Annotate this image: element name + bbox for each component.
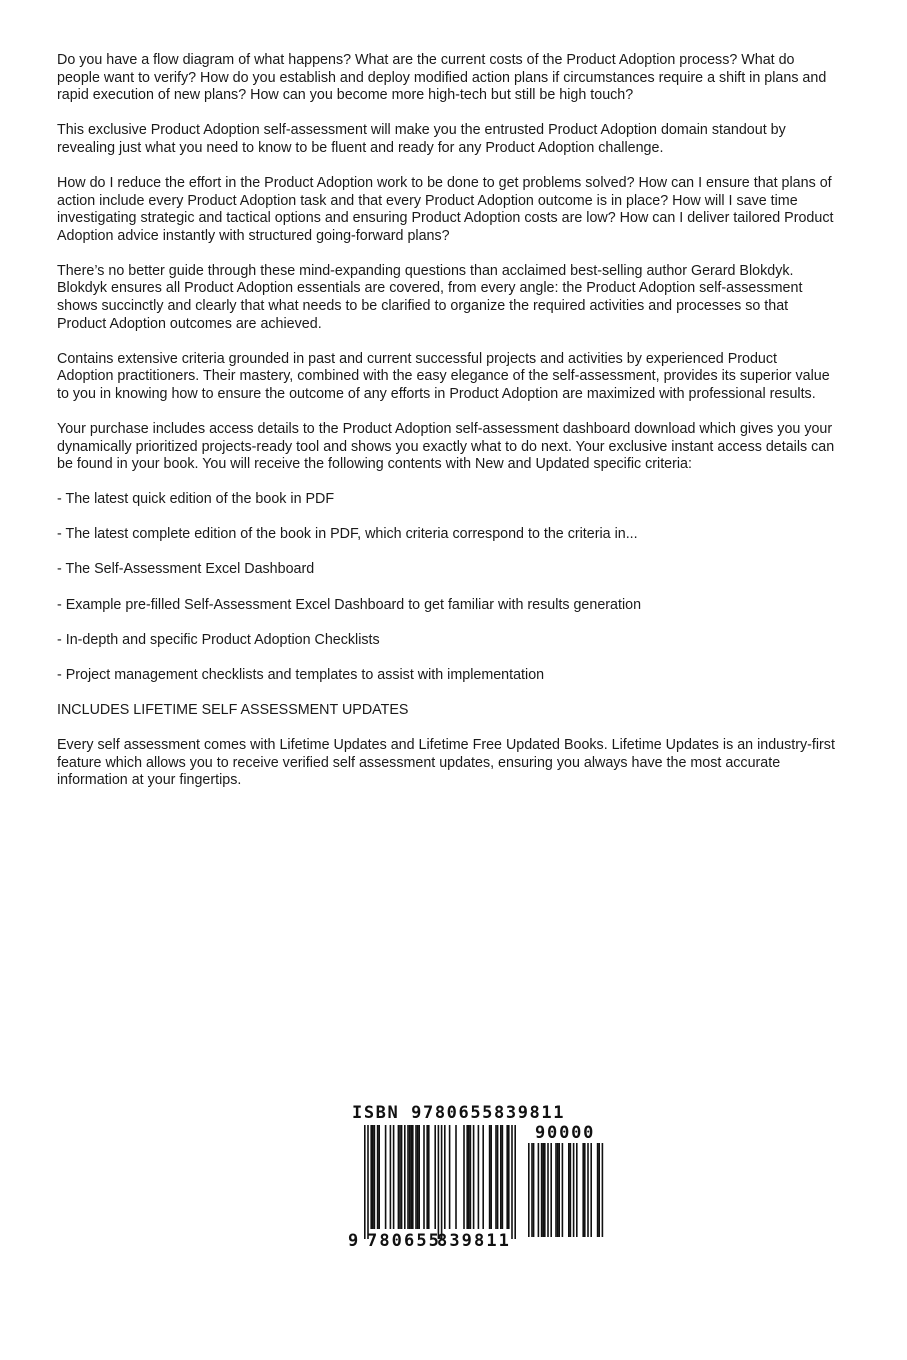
barcode-bar — [367, 1125, 369, 1239]
addon-bar — [570, 1143, 572, 1237]
barcode-bar — [374, 1125, 376, 1229]
barcode-first-digit: 9 — [348, 1231, 359, 1251]
paragraph-extensive-criteria: Contains extensive criteria grounded in past and current successful projects and activities by experienced Product Adoption practitioners. Their mastery, combined with the easy elegance of the self-assessment, provides its superior value to you in knowing how to ensure the outcome of any efforts in Product Adoption are maximized with professional results. — [57, 350, 830, 402]
barcode-bar — [463, 1125, 465, 1229]
barcode-bar — [502, 1125, 504, 1229]
barcode-bar — [399, 1125, 401, 1229]
addon-bar — [590, 1143, 592, 1237]
barcode-bar — [470, 1125, 472, 1229]
barcode-bar — [398, 1125, 400, 1229]
barcode-bar — [377, 1125, 379, 1229]
barcode-bar — [441, 1125, 443, 1239]
barcode-bar — [466, 1125, 468, 1229]
main-barcode-bars — [364, 1125, 520, 1241]
barcode-bar — [385, 1125, 387, 1229]
barcode-bar — [511, 1125, 513, 1239]
description-text-block — [57, 52, 835, 807]
isbn-barcode — [348, 1103, 610, 1255]
paragraph-intro-questions: Do you have a flow diagram of what happens? What are the current costs of the Product Adoption process? What do people want to verify? How do you establish and deploy modified action plans if circumstances require a shift in plans and rapid execution of new plans? How can you become more high-tech but still be high touch? — [57, 52, 827, 104]
paragraph-author-guide: There’s no better guide through these mind-expanding questions than acclaimed best-selling author Gerard Blokdyk. Blokdyk ensures all Product Adoption essentials are covered, from every angle: the Product Adoption self-assessment shows succinctly and clearly that what needs to be clarified to organize the required activities and processes so that Product Adoption outcomes are achieved. — [57, 262, 803, 332]
addon-bar — [541, 1143, 543, 1237]
barcode-bar — [444, 1125, 446, 1229]
barcode-bar — [455, 1125, 457, 1229]
addon-bar — [597, 1143, 599, 1237]
list-item: - Example pre-filled Self-Assessment Excel Dashboard to get familiar with results generation — [57, 596, 642, 613]
paragraph-purchase-includes: Your purchase includes access details to the Product Adoption self-assessment dashboard download which gives you your dynamically prioritized projects-ready tool and shows you exactly what to do next. Your exclusive instant access details can be found in your book. You will receive the following contents with New and Updated specific criteria: — [57, 421, 835, 473]
list-item: - The Self-Assessment Excel Dashboard — [57, 561, 315, 578]
addon-bar — [533, 1143, 535, 1237]
addon-bar — [528, 1143, 530, 1237]
addon-bar — [602, 1143, 604, 1237]
barcode-bar — [426, 1125, 428, 1229]
barcode-bar — [500, 1125, 502, 1229]
addon-bar — [531, 1143, 533, 1237]
barcode-bar — [409, 1125, 411, 1229]
list-item: - The latest quick edition of the book in PDF — [57, 491, 335, 508]
barcode-bar — [428, 1125, 430, 1229]
paragraph-exclusive-self-assessment: This exclusive Product Adoption self-assessment will make you the entrusted Product Adoption domain standout by revealing just what you need to know to be fluent and ready for any Product Adoption challenge. — [57, 122, 786, 156]
barcode-bar — [390, 1125, 392, 1229]
barcode-bar — [473, 1125, 475, 1229]
addon-code: 90000 — [535, 1123, 596, 1143]
addon-bar — [538, 1143, 540, 1237]
barcode-bar — [449, 1125, 451, 1229]
barcode-bar — [468, 1125, 470, 1229]
list-item: - Project management checklists and templates to assist with implementation — [57, 666, 545, 683]
barcode-bar — [514, 1125, 516, 1239]
addon-bar — [544, 1143, 546, 1237]
addon-bar — [558, 1143, 560, 1237]
barcode-bar — [489, 1125, 491, 1229]
addon-bar — [550, 1143, 552, 1237]
paragraph-lifetime-updates: Every self assessment comes with Lifetime Updates and Lifetime Free Updated Books. Lifetime Updates is an industry-first feature which allows you to receive verified self assessment updates, ensuring you always have the most accurate information at your fingertips. — [57, 736, 835, 789]
barcode-bar — [410, 1125, 412, 1229]
barcode-bar — [412, 1125, 414, 1229]
barcode-bar — [378, 1125, 380, 1229]
addon-bar — [568, 1143, 570, 1237]
includes-heading: INCLUDES LIFETIME SELF ASSESSMENT UPDATES — [57, 701, 409, 718]
barcode-bar — [490, 1125, 492, 1229]
addon-bar — [582, 1143, 584, 1237]
barcode-bar — [393, 1125, 395, 1229]
barcode-bar — [482, 1125, 484, 1229]
barcode-bar — [404, 1125, 406, 1229]
barcode-bar — [438, 1125, 440, 1239]
addon-bar — [557, 1143, 559, 1237]
barcode-bar — [423, 1125, 425, 1229]
barcode-bar — [508, 1125, 510, 1229]
paragraph-how-do-i-questions: How do I reduce the effort in the Product Adoption work to be done to get problems solved? How can I ensure that plans of action include every Product Adoption task and that every Product Adoption outcome is in place? How will I save time investigating strategic and tactical options and ensuring Product Adoption costs are low? How can I deliver tailored Product Adoption advice instantly with structured going-forward plans? — [57, 174, 834, 244]
addon-bar — [587, 1143, 589, 1237]
addon-bar — [555, 1143, 557, 1237]
barcode-bar — [401, 1125, 403, 1229]
barcode-left-digits: 780655 — [367, 1231, 442, 1251]
addon-barcode-bars — [528, 1143, 606, 1239]
barcode-bar — [407, 1125, 409, 1229]
barcode-bar — [497, 1125, 499, 1229]
barcode-bar — [372, 1125, 374, 1229]
addon-bar — [573, 1143, 575, 1237]
barcode-bar — [417, 1125, 419, 1229]
barcode-bar — [370, 1125, 372, 1229]
barcode-bar — [478, 1125, 480, 1229]
barcode-bar — [415, 1125, 417, 1229]
list-item: - The latest complete edition of the book in PDF, which criteria correspond to the criteria in... — [57, 526, 638, 543]
addon-bar — [584, 1143, 586, 1237]
addon-bar — [562, 1143, 564, 1237]
barcode-bar — [506, 1125, 508, 1229]
addon-bar — [598, 1143, 600, 1237]
barcode-bar — [418, 1125, 420, 1229]
addon-bar — [547, 1143, 549, 1237]
list-item: - In-depth and specific Product Adoption Checklists — [57, 631, 380, 648]
addon-bar — [576, 1143, 578, 1237]
barcode-bar — [364, 1125, 366, 1239]
isbn-label: ISBN 9780655839811 — [352, 1103, 566, 1123]
barcode-right-digits: 839811 — [437, 1231, 512, 1251]
barcode-bar — [495, 1125, 497, 1229]
addon-bar — [542, 1143, 544, 1237]
barcode-bar — [434, 1125, 436, 1229]
